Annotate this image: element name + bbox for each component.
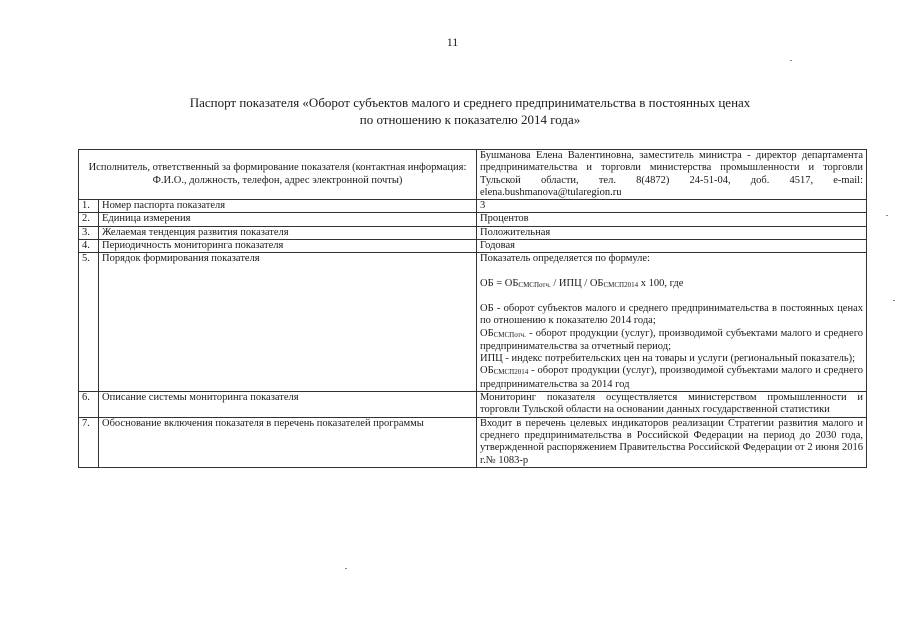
row-label: Описание системы мониторинга показателя <box>99 392 477 418</box>
table-row <box>79 213 867 226</box>
scan-speck <box>345 568 347 569</box>
row-number: 7. <box>79 417 99 467</box>
scan-speck <box>893 300 895 301</box>
scan-speck <box>790 60 792 61</box>
table-row <box>79 240 867 253</box>
executor-label: Исполнитель, ответственный за формирование показателя (контактная информация: Ф.И.О., должность, телефон, адрес электронной почты) <box>79 150 477 200</box>
passport-table <box>78 149 867 468</box>
title-line-1: Паспорт показателя «Оборот субъектов малого и среднего предпринимательства в постоянных ценах <box>189 95 751 110</box>
row-label: Номер паспорта показателя <box>99 200 477 213</box>
formula-intro: Показатель определяется по формуле: <box>480 253 650 265</box>
table-row <box>79 200 867 213</box>
executor-value: Бушманова Елена Валентиновна, заместитель министра - директор департамента предпринимательства и торговли министерства промышленности и торговли Тульской области, тел. 8(4872) 24-51-04, доб. 4517, e-mail: elena.bushmanova@tularegion.ru <box>477 150 867 200</box>
row-label: Обоснование включения показателя в перечень показателей программы <box>99 417 477 467</box>
row-value: Годовая <box>477 240 867 253</box>
definition-ob: ОБ - оборот субъектов малого и среднего предпринимательства в постоянных ценах по отношению к показателю 2014 года; <box>480 302 863 327</box>
formula-cell <box>477 253 867 392</box>
document-title <box>100 94 840 128</box>
definition-ob-2014: ОБСМСП2014 - оборот продукции (услуг), производимой субъектами малого и среднего предпринимательства за 2014 год <box>480 365 863 390</box>
row-number: 4. <box>79 240 99 253</box>
row-value: Входит в перечень целевых индикаторов реализации Стратегии развития малого и среднего предпринимательства в Российской Федерации на период до 2030 года, утвержденной распоряжением Правительства Российской Федерации от 2 июня 2016 г.№ 1083-р <box>477 417 867 467</box>
row-label: Периодичность мониторинга показателя <box>99 240 477 253</box>
row-number: 5. <box>79 253 99 392</box>
row-number: 6. <box>79 392 99 418</box>
page-number: 11 <box>446 35 459 49</box>
definition-ipc: ИПЦ - индекс потребительских цен на товары и услуги (региональный показатель); <box>480 353 856 365</box>
row-value: Процентов <box>477 213 867 226</box>
row-value: 3 <box>477 200 867 213</box>
row-label: Желаемая тенденция развития показателя <box>99 226 477 239</box>
table-row <box>79 392 867 418</box>
row-value: Положительная <box>477 226 867 239</box>
row-value: Мониторинг показателя осуществляется министерством промышленности и торговли Тульской области на основании данных государственной статистики <box>477 392 867 418</box>
formula: ОБ = ОБСМСПотч. / ИПЦ / ОБСМСП2014 х 100, где <box>480 277 684 289</box>
row-label: Единица измерения <box>99 213 477 226</box>
executor-row <box>79 150 867 200</box>
scan-speck <box>886 215 888 216</box>
row-number: 3. <box>79 226 99 239</box>
table-row <box>79 417 867 467</box>
title-line-2: по отношению к показателю 2014 года» <box>359 112 581 127</box>
definition-ob-current: ОБСМСПотч. - оборот продукции (услуг), производимой субъектами малого и среднего предпринимательства за отчетный период; <box>480 327 863 352</box>
table-row <box>79 226 867 239</box>
row-number: 1. <box>79 200 99 213</box>
formula-row <box>79 253 867 392</box>
row-number: 2. <box>79 213 99 226</box>
row-label: Порядок формирования показателя <box>99 253 477 392</box>
